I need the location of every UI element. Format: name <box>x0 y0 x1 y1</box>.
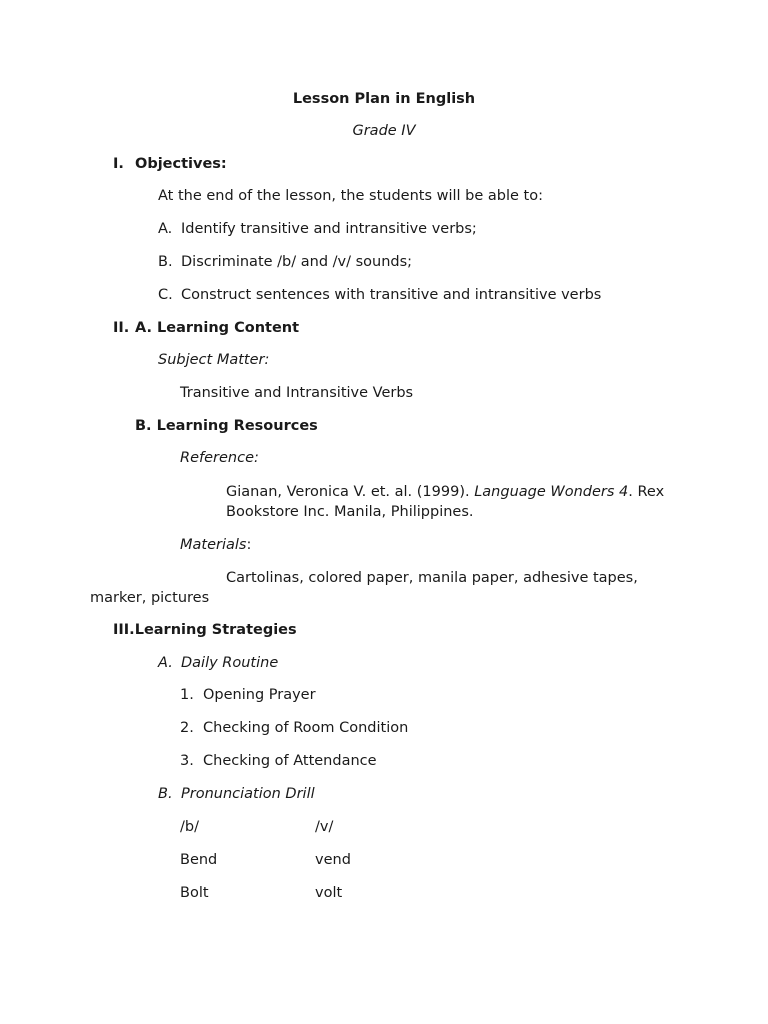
item-text: Pronunciation Drill <box>181 786 315 802</box>
subject-matter: Transitive and Intransitive Verbs <box>180 385 414 401</box>
reference-book-title: Language Wonders 4 <box>474 484 629 500</box>
item-letter: B. <box>158 254 173 270</box>
drill-column-header-v: /v/ <box>315 819 334 835</box>
materials-list: Cartolinas, colored paper, manila paper, adhesive tapes, <box>226 570 638 586</box>
item-letter: B. <box>158 786 173 802</box>
objectives-intro: At the end of the lesson, the students will be able to: <box>158 188 543 204</box>
section-title: A. Learning Content <box>135 320 300 336</box>
item-text: Checking of Attendance <box>203 753 377 769</box>
routine-item <box>180 718 408 738</box>
section-title: Learning Strategies <box>134 622 297 638</box>
learning-strategies-heading <box>113 620 297 640</box>
section-numeral: II. <box>113 320 130 336</box>
subject-matter-label: Subject Matter: <box>158 352 270 368</box>
reference-label: Reference: <box>180 450 259 466</box>
item-number: 2. <box>180 720 194 736</box>
materials-label-text: Materials <box>180 537 247 553</box>
item-letter: C. <box>158 287 173 303</box>
section-numeral: I. <box>113 156 124 172</box>
drill-word-b: Bend <box>180 852 218 868</box>
item-text: Daily Routine <box>181 655 279 671</box>
item-number: 1. <box>180 687 194 703</box>
reference-citation-cont: Bookstore Inc. Manila, Philippines. <box>226 504 474 520</box>
materials-label <box>180 535 251 555</box>
reference-citation <box>226 482 664 502</box>
item-text: Discriminate /b/ and /v/ sounds; <box>181 254 413 270</box>
objectives-heading <box>113 154 227 174</box>
grade-level: Grade IV <box>352 123 416 139</box>
objective-item <box>158 252 412 272</box>
section-title: Objectives: <box>135 156 227 172</box>
objective-item <box>158 285 601 305</box>
item-letter: A. <box>158 655 173 671</box>
item-letter: A. <box>158 221 173 237</box>
materials-list-cont: marker, pictures <box>90 590 210 606</box>
learning-content-heading <box>113 318 299 338</box>
daily-routine-heading <box>158 653 278 673</box>
reference-authors: Gianan, Veronica V. et. al. (1999). <box>226 484 475 500</box>
pronunciation-drill-heading <box>158 784 315 804</box>
learning-resources-heading: B. Learning Resources <box>135 418 318 434</box>
routine-item <box>180 751 377 771</box>
drill-column-header-b: /b/ <box>180 819 199 835</box>
item-text: Identify transitive and intransitive verbs; <box>181 221 477 237</box>
item-number: 3. <box>180 753 194 769</box>
drill-word-v: vend <box>315 852 351 868</box>
drill-word-b: Bolt <box>180 885 209 901</box>
drill-word-v: volt <box>315 885 343 901</box>
routine-item <box>180 685 316 705</box>
item-text: Checking of Room Condition <box>203 720 409 736</box>
reference-publisher: . Rex <box>628 484 665 500</box>
document-title: Lesson Plan in English <box>292 91 476 107</box>
objective-item <box>158 219 477 239</box>
item-text: Construct sentences with transitive and intransitive verbs <box>181 287 602 303</box>
materials-colon: : <box>246 537 252 553</box>
item-text: Opening Prayer <box>203 687 316 703</box>
section-numeral: III. <box>113 622 135 638</box>
